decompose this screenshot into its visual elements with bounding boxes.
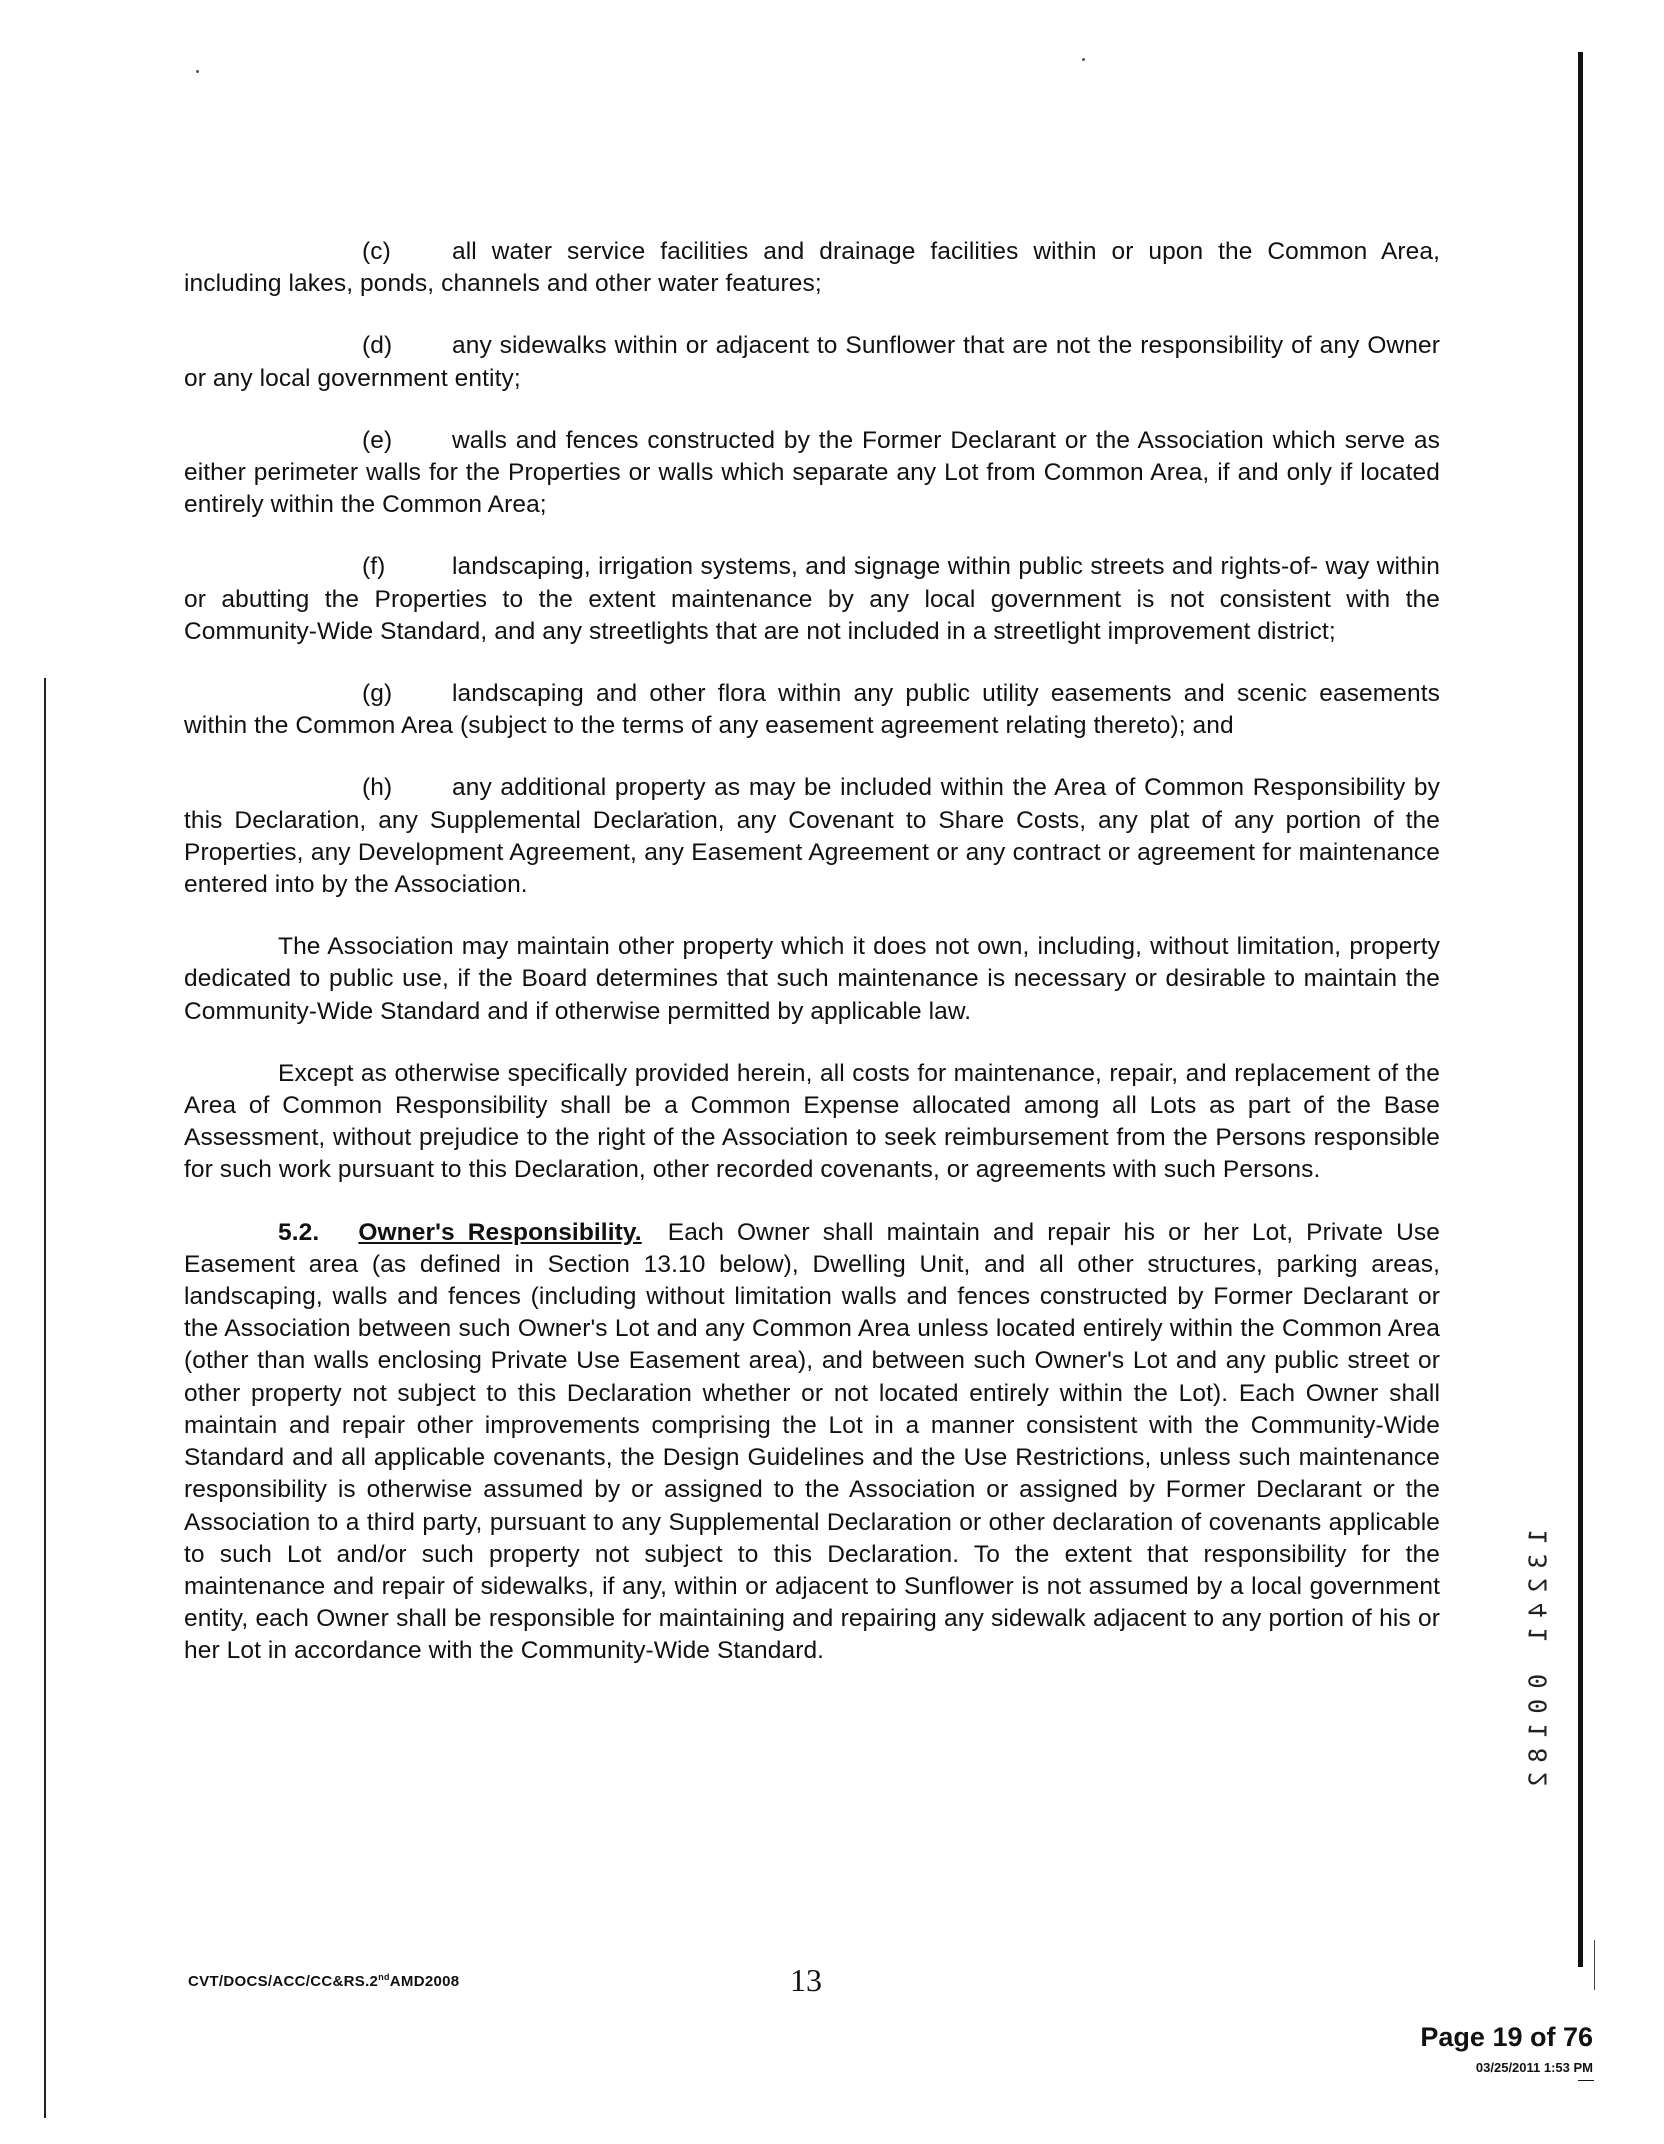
list-item-e (184, 425, 1440, 522)
item-text-first: any sidewalks within or adjacent to Sunflower that are not the responsibility of (452, 332, 1312, 360)
stamp-digit: 1 (1523, 1627, 1553, 1643)
item-text-first: landscaping, irrigation systems, and signage within public streets and rights-of- (452, 553, 1319, 581)
scan-speck (196, 70, 199, 73)
item-text-rest: way within or abutting the Properties to the extent maintenance by any local government is not consistent with the Community-Wide Standard, and any streetlights that are not included in a streetlight improvement district; (184, 553, 1440, 645)
list-item-h (184, 772, 1440, 901)
item-text-rest: Responsibility by this Declaration, any Supplemental Declaration, any Covenant to Share Costs, any plat of any portion of the Properties, any Development Agreement, any Easement Agreement or any contract or agreement for maintenance entered into by the Association. (184, 774, 1440, 899)
recording-stamp (1524, 1524, 1554, 1792)
list-item-g (184, 678, 1440, 742)
document-code: CVT/DOCS/ACC/CC&RS.2ndAMD2008 (188, 1972, 460, 1990)
timestamp-underline (1578, 2080, 1594, 2081)
stamp-digit: 1 (1523, 1722, 1553, 1738)
paragraph-maintain-other-property: The Association may maintain other property which it does not own, including, without limitation, property dedicated to public use, if the Board determines that such maintenance is necessary or desirable to maintain the Community-Wide Standard and if otherwise permitted by applicable law. (184, 933, 1440, 1025)
stamp-digit: 0 (1523, 1698, 1553, 1714)
print-timestamp: 03/25/2011 1:53 PM (1475, 2060, 1593, 2075)
section-5-2 (184, 1217, 1440, 1668)
list-item-f (184, 551, 1440, 648)
stamp-digit: 4 (1523, 1602, 1553, 1618)
page-number: 13 (790, 1962, 822, 1998)
item-label: (g) (362, 680, 393, 708)
item-label: (d) (362, 332, 393, 360)
item-text-rest: easements within the Common Area (subject to the terms of any easement agreement relating thereto); and (184, 680, 1440, 740)
item-label: (c) (362, 238, 391, 265)
stamp-digit: 2 (1523, 1772, 1553, 1788)
page-count: Page 19 of 76 (1420, 2022, 1593, 2052)
section-text: Each Owner shall maintain and repair his or her Lot, Private Use Easement area (as defined in Section 13.10 below), Dwelling Unit, and all other structures, parking areas, landscaping, walls and fences (including without limitation walls and fences constructed by Former Declarant or the Association between such Owner's Lot and any Common Area unless located entirely within the Common Area (other than walls enclosing Private Use Easement area), and between such Owner's Lot and any public street or other property not subject to this Declaration whether or not located entirely within the Lot). Each Owner shall maintain and repair other improvements comprising the Lot in a manner consistent with the Community-Wide Standard and all applicable covenants, the Design Guidelines and the Use Restrictions, unless such maintenance responsibility is otherwise assumed by or assigned to the Association or assigned by Former Declarant or the Association to a third party, pursuant to any Supplemental Declaration or other declaration of covenants applicable to such Lot and/or such property not subject to this Declaration. To the extent that responsibility for the maintenance and repair of sidewalks, if any, within or adjacent to Sunflower is not assumed by a local government entity, each Owner shall be responsible for maintaining and repairing any sidewalk adjacent to any portion of his or her Lot in accordance with the Community-Wide Standard. (184, 1218, 1440, 1665)
item-text-first: walls and fences constructed by the Former Declarant or the Association which (452, 426, 1336, 454)
list-item-d (184, 330, 1440, 394)
list-item-c (184, 236, 1440, 300)
stamp-digit: 2 (1523, 1577, 1553, 1594)
item-text-first: all water service facilities and drainage facilities within or upon the Common (452, 238, 1368, 265)
item-text-rest: any Owner or any local government entity; (184, 332, 1440, 392)
item-text-first: any additional property as may be included within the Area of Common (452, 774, 1245, 802)
scan-edge-line-right (1578, 52, 1583, 1967)
section-title: Owner's Responsibility. (358, 1218, 642, 1246)
stamp-digit: 1 (1523, 1528, 1553, 1544)
body-text (184, 236, 1440, 1668)
item-text-rest: serve as either perimeter walls for the Properties or walls which separate any Lot from Common Area, if and only if located entirely within the Common Area; (184, 426, 1440, 519)
item-label: (e) (362, 426, 393, 454)
paragraph-costs: Except as otherwise specifically provided herein, all costs for maintenance, repair, and replacement of the Area of Common Responsibility shall be a Common Expense allocated among all Lots as part of the Base Assessment, without prejudice to the right of the Association to seek reimbursement from the Persons responsible for such work pursuant to this Declaration, other recorded covenants, or agreements with such Persons. (184, 1059, 1440, 1184)
scan-speck (1082, 58, 1085, 61)
stamp-digit: 0 (1523, 1673, 1553, 1689)
item-label: (h) (362, 774, 393, 802)
section-number: 5.2. (278, 1218, 320, 1246)
item-text-first: landscaping and other flora within any public utility easements and scenic (452, 680, 1308, 708)
stamp-digit: 3 (1523, 1553, 1553, 1569)
item-label: (f) (362, 553, 386, 581)
scan-edge-line-left (44, 678, 46, 2118)
scan-edge-mark (1594, 1940, 1595, 1990)
item-text-rest: Area, including lakes, ponds, channels and other water features; (184, 238, 1440, 298)
stamp-digit: 8 (1523, 1747, 1553, 1763)
